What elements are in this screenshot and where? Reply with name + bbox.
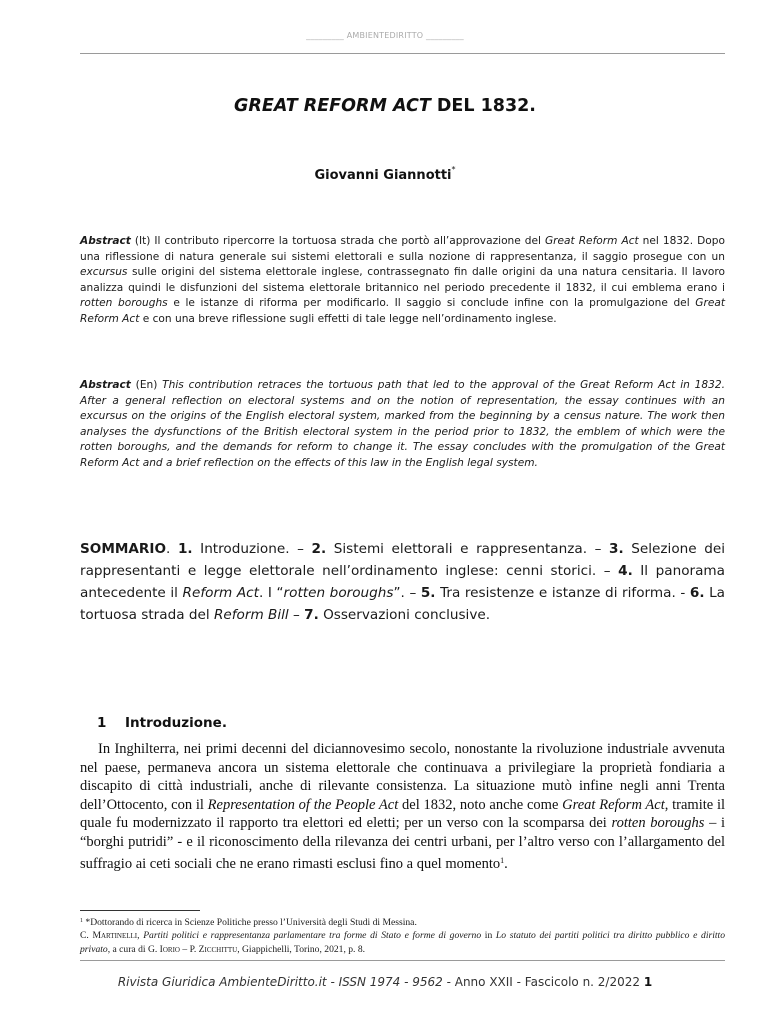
section-title: Introduzione. <box>125 715 227 731</box>
footnote-reference: 1 <box>500 855 505 865</box>
running-header: _________ AMBIENTEDIRITTO _________ <box>306 31 464 40</box>
footer-rule <box>80 960 725 961</box>
toc-num-5: 5. <box>420 585 436 601</box>
body-text-3: , tramite il quale fu modernizzato il rapporto tra elettori ed eletti; per un verso con la scomparsa dei <box>80 796 726 832</box>
footnote-editor-1: Iorio <box>159 943 180 955</box>
toc-item-5: Tra resistenze e istanze di riforma. - <box>435 585 690 601</box>
running-footer <box>0 975 770 989</box>
abstract-it-text-3: sulle origini del sistema elettorale inglese, contrassegnato fin dalle origini da una natura censitaria. Il lavoro analizza quindi le disfunzioni del sistema elettorale britannico nel periodo precedente il 1832, il cui emblema erano i <box>80 266 725 294</box>
toc-item-6b: – <box>288 607 305 623</box>
author-footnote-mark: * <box>451 165 456 174</box>
footnote-sep: , <box>137 930 144 942</box>
body-italic-3: rotten boroughs <box>611 815 705 832</box>
footer-issue: - Anno XXII - Fascicolo n. 2/2022 <box>442 975 644 989</box>
abstract-it-label: Abstract <box>80 235 131 247</box>
body-paragraph <box>80 740 725 873</box>
footnote-italic-2: Lo statuto dei partiti politici tra diritto pubblico e diritto privato <box>80 930 726 955</box>
footnote-rule <box>80 910 200 911</box>
footnote <box>80 915 725 956</box>
section-heading <box>97 715 227 731</box>
footnote-line-1: *Dottorando di ricerca in Scienze Politiche presso l’Università degli Studi di Messina. <box>83 917 417 928</box>
author-name: Giovanni Giannotti <box>314 168 452 183</box>
toc-num-3: 3. <box>609 541 624 557</box>
body-text-4: – i “borghi putridi” - e il riconoscimento della rilevanza dei centri urbani, per l’altro verso con l’allargamento del suffragio ai ceti sociali che ne erano rimasti esclusi fino a quel momento <box>80 815 725 872</box>
toc-num-4: 4. <box>618 563 633 579</box>
footnote-text-3: , a cura di G. <box>107 943 160 955</box>
header-rule <box>80 53 725 54</box>
toc-num-6: 6. <box>689 585 705 601</box>
body-text-1: In Inghilterra, nei primi decenni del diciannovesimo secolo, nonostante la rivoluzione industriale avvenuta nel paese, permaneva ancora un sistema elettorale che continuava a privilegiare la proprietà fondiaria a discapito di città industriali, anche di rilevante consistenza. La situazione mutò infine negli anni Trenta dell’Ottocento, con il <box>80 741 725 813</box>
toc-num-2: 2. <box>311 541 327 557</box>
table-of-contents: SOMMARIO. 1. Introduzione. – 2. Sistemi elettorali e rappresentanza. – 3. Selezione dei rappresentanti e legge elettorale nell’ordinamento inglese: cenni storici. – 4. Il panorama antecedente il Reform Act. I “rotten boroughs”. – 5. Tra resistenze e istanze di riforma. - 6. La tortuosa strada del Reform Bill – 7. Osservazioni conclusive. <box>80 541 725 623</box>
footnote-mark: 1 <box>80 918 83 924</box>
sommario-label: SOMMARIO <box>80 541 167 557</box>
abstract-it-text-4: e le istanze di riforma per modificarlo. Il saggio si conclude infine con la promulgazione del <box>167 297 696 310</box>
body-text-2: del 1832, noto anche come <box>398 796 563 813</box>
toc-item-1: Introduzione. – <box>192 541 312 557</box>
abstract-it-text-1: Il contributo ripercorre la tortuosa strada che portò all’approvazione del <box>154 235 545 247</box>
body-italic-2: Great Reform Act <box>562 796 665 813</box>
toc-num-1: 1. <box>177 541 193 557</box>
footnote-italic-1: Partiti politici e rappresentanza parlamentare tra forme di Stato e forme di governo <box>143 930 482 942</box>
abstract-en-text: This contribution retraces the tortuous path that led to the approval of the Great Reform Act in 1832. After a general reflection on electoral systems and on the notion of representation, the essay continues with an excursus on the origins of the English electoral system, marked from the beginning by a census nature. The work then analyses the dysfunctions of the British electoral system in the period prior to 1832, the emblem of which were the rotten boroughs, and the demands for reform to change it. The essay concludes with the promulgation of the Great Reform Act and a brief reflection on the effects of this law in the English legal system. <box>80 379 725 469</box>
toc-item-6a: La tortuosa strada del <box>80 585 725 623</box>
footnote-author-name: Martinelli <box>92 930 138 942</box>
title-italic: GREAT REFORM ACT <box>234 96 431 116</box>
abstract-en-label: Abstract <box>80 379 131 391</box>
abstract-en-lang: (En) <box>130 379 163 391</box>
author-line <box>0 165 770 183</box>
abstract-it-italic-2: excursus <box>80 266 128 279</box>
toc-item-7: Osservazioni conclusive. <box>318 607 491 623</box>
footnote-text-5: , Giappichelli, Torino, 2021, p. 8. <box>237 943 366 955</box>
title-rest: DEL 1832. <box>430 96 536 116</box>
abstract-it-italic-3: rotten boroughs <box>80 297 168 310</box>
abstract-it-lang: (It) <box>130 235 155 247</box>
footnote-text-2: in <box>481 930 496 942</box>
footnote-text-4: – P. <box>179 943 199 955</box>
article-title <box>0 96 770 116</box>
footnote-editor-2: Zicchittu <box>198 943 238 955</box>
footer-journal: Rivista Giuridica AmbienteDiritto.it - ISSN 1974 - 9562 <box>117 975 443 989</box>
abstract-it-italic-1: Great Reform Act <box>544 235 639 247</box>
toc-item-4-italic-b: rotten boroughs <box>283 585 394 601</box>
footnote-author-initial: C. <box>80 930 93 942</box>
abstract-english <box>80 378 725 472</box>
page-number: 1 <box>643 975 653 989</box>
abstract-it-text-5: e con una breve riflessione sugli effetti di tale legge nell’ordinamento inglese. <box>139 312 557 325</box>
abstract-it-italic-4: Great Reform Act <box>80 297 725 325</box>
toc-item-2: Sistemi elettorali e rappresentanza. – <box>326 541 610 557</box>
abstract-it-text-2: nel 1832. Dopo una riflessione di natura generale sui sistemi elettorali e sulla nozione di rappresentanza, il saggio prosegue con un <box>80 235 725 263</box>
abstract-italian <box>80 234 725 328</box>
toc-num-7: 7. <box>304 607 319 623</box>
toc-item-6-italic: Reform Bill <box>213 607 289 623</box>
body-italic-1: Representation of the People Act <box>207 796 399 813</box>
toc-item-4b: . I “ <box>258 585 284 601</box>
section-number: 1 <box>97 715 107 731</box>
toc-item-3: Selezione dei rappresentanti e legge elettorale nell’ordinamento inglese: cenni storici. – <box>80 541 725 579</box>
toc-item-4a: Il panorama antecedente il <box>80 563 725 601</box>
toc-item-4-italic-a: Reform Act <box>182 585 259 601</box>
body-text-5: . <box>504 855 508 872</box>
toc-item-4c: ”. – <box>393 585 421 601</box>
